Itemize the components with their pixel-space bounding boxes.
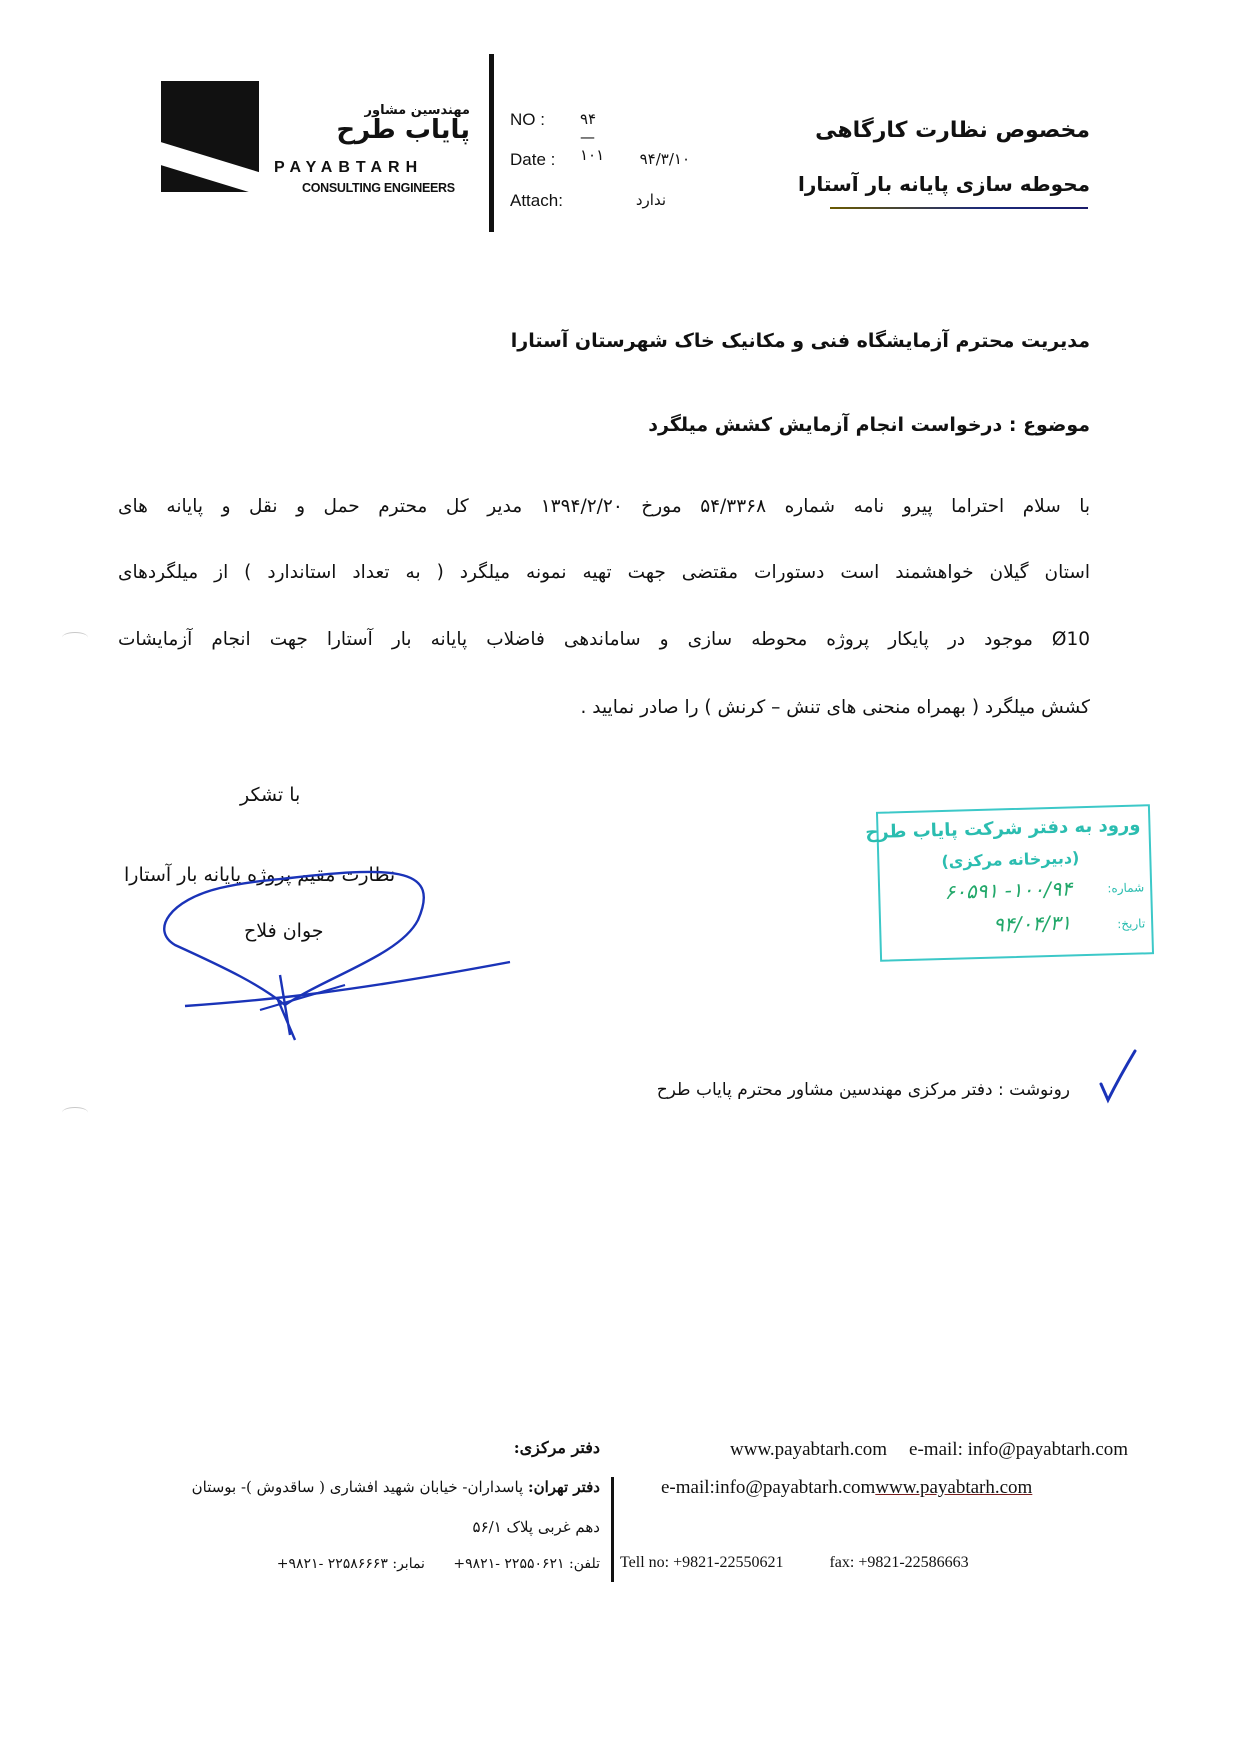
header-title: مخصوص نظارت کارگاهی bbox=[815, 118, 1090, 143]
footer-divider bbox=[611, 1477, 614, 1582]
letter-attach-label: Attach: bbox=[510, 191, 563, 210]
body-line: کشش میلگرد ( بهمراه منحنی های تنش – کرنش ) را صادر نمایید . bbox=[580, 697, 1090, 718]
stamp-number-label: شماره: bbox=[1107, 880, 1145, 896]
footer-tehran-address bbox=[192, 1478, 600, 1496]
stamp-number-value: ۱۰۰/۹۴- ۶۰۵۹۱ bbox=[944, 876, 1073, 904]
footer-phone-fax-fa bbox=[253, 1556, 600, 1572]
footer-phone-fa: تلفن: ۲۲۵۵۰۶۲۱ -۹۸۲۱+ bbox=[453, 1556, 600, 1572]
logo-persian-subtitle: مهندسین مشاور bbox=[364, 103, 470, 118]
stamp-heading: ورود به دفتر شرکت پایاب طرح bbox=[865, 814, 1141, 844]
footer-fax-en: fax: +9821-22586663 bbox=[829, 1554, 969, 1571]
letter-date-label: Date : bbox=[510, 150, 556, 169]
header-project: محوطه سازی پایانه بار آستارا bbox=[798, 172, 1090, 196]
signature-loop bbox=[164, 872, 424, 1005]
scan-hole-mark bbox=[62, 632, 88, 643]
signature-stroke bbox=[185, 962, 510, 1006]
footer-contact-line2 bbox=[661, 1477, 1032, 1499]
body-line: با سلام احتراما پیرو نامه شماره ۵۴/۳۳۶۸ مورخ ۱۳۹۴/۲/۲۰ مدیر کل محترم حمل و نقل و پایانه های bbox=[118, 496, 1091, 517]
logo-english-name: PAYABTARH bbox=[274, 159, 424, 176]
signatory-title: نظارت مقیم پروژه پایانه بار آستارا bbox=[124, 864, 396, 886]
letter-date-value: ۹۴/۳/۱۰ bbox=[639, 150, 690, 168]
receipt-stamp bbox=[865, 804, 1154, 962]
body-line: استان گیلان خواهشمند است دستورات مقتضی جهت تهیه نمونه میلگرد ( به تعداد استاندارد ) از میلگردهای bbox=[118, 562, 1090, 583]
letter-attach-row bbox=[510, 191, 666, 211]
body-line: Ø10 موجود در پایکار پروژه محوطه سازی و ساماندهی فاضلاب پایانه بار آستارا جهت انجام آزمایشات bbox=[118, 629, 1090, 650]
letter-number-label: NO : bbox=[510, 110, 545, 129]
closing: با تشکر bbox=[240, 784, 301, 806]
header-divider bbox=[489, 54, 494, 232]
footer-central-office-heading: دفتر مرکزی: bbox=[513, 1438, 600, 1457]
letter-number-value: ۹۴—۱۰۱ bbox=[580, 110, 605, 164]
stamp-date-value: ۹۴/۰۴/۳۱ bbox=[992, 910, 1072, 937]
subject-line: موضوع : درخواست انجام آزمایش کشش میلگرد bbox=[648, 414, 1090, 436]
footer-fax-fa: نمابر: ۲۲۵۸۶۶۶۳ -۹۸۲۱+ bbox=[276, 1556, 425, 1572]
stamp-date-label: تاریخ: bbox=[1117, 916, 1146, 932]
footer-email-link-2[interactable]: e-mail:info@payabtarh.com bbox=[661, 1477, 876, 1498]
header-project-underline bbox=[830, 207, 1088, 209]
signature-cross bbox=[278, 975, 295, 1040]
logo-stripe bbox=[161, 139, 259, 192]
scan-hole-mark bbox=[62, 1107, 88, 1118]
footer-tehran-address-line2: دهم غربی پلاک ۵۶/۱ bbox=[472, 1518, 600, 1536]
footer-email-link[interactable]: e-mail: info@payabtarh.com bbox=[909, 1439, 1129, 1460]
letter-date-row bbox=[510, 150, 690, 170]
addressee: مدیریت محترم آزمایشگاه فنی و مکانیک خاک شهرستان آستارا bbox=[510, 330, 1090, 352]
handwritten-signature bbox=[150, 860, 520, 1050]
checkmark-icon bbox=[1098, 1048, 1138, 1104]
cc-line: رونوشت : دفتر مرکزی مهندسین مشاور محترم پایاب طرح bbox=[656, 1080, 1070, 1100]
logo-english-subtitle: CONSULTING ENGINEERS bbox=[302, 181, 455, 195]
footer-website-link-2[interactable]: www.payabtarh.com bbox=[875, 1477, 1033, 1498]
footer-website-link[interactable]: www.payabtarh.com bbox=[730, 1439, 888, 1460]
stamp-subheading: (دبیرخانه مرکزی) bbox=[941, 848, 1080, 872]
footer-phone-fax-en bbox=[620, 1554, 969, 1572]
footer-tehran-address-line1: پاسداران- خیابان شهید افشاری ( ساقدوش )- بوستان bbox=[191, 1478, 524, 1496]
logo-mark bbox=[161, 81, 259, 192]
footer-contact-line1 bbox=[730, 1439, 1128, 1461]
footer-tehran-label: دفتر تهران: bbox=[528, 1478, 600, 1496]
letter-attach-value: ندارد bbox=[635, 191, 666, 209]
signatory-name: جوان فلاح bbox=[244, 920, 324, 942]
footer-tell-en: Tell no: +9821-22550621 bbox=[620, 1554, 784, 1571]
logo-persian-name: پایاب طرح bbox=[336, 115, 470, 145]
